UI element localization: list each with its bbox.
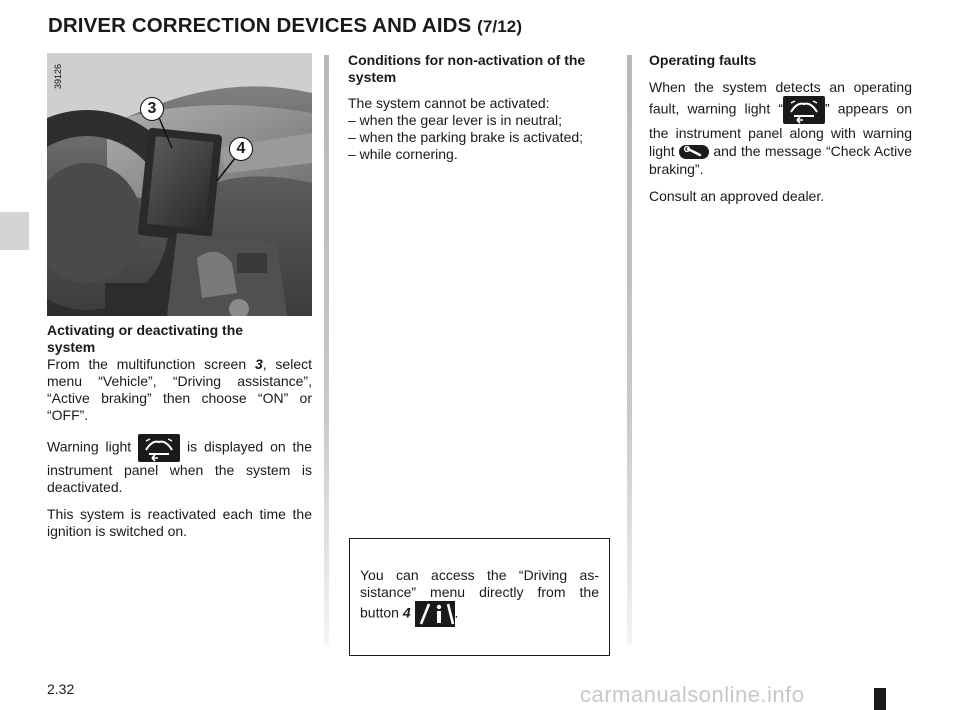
faults-text-a: When the system detects an operating fault, warning light “ <box>649 79 912 117</box>
faults-heading: Operating faults <box>649 52 757 68</box>
callout-3-label: 3 <box>147 100 157 117</box>
note-box <box>349 538 610 656</box>
button-ref: 4 <box>402 604 411 621</box>
activation-text-b: , select menu “Vehicle”, “Driving assistance”, “Active braking” then choose “ON” or “OFF”. <box>47 356 312 423</box>
conditions-intro: The system cannot be activated: <box>348 95 550 111</box>
active-braking-off-icon <box>783 96 825 124</box>
callout-4 <box>229 137 253 161</box>
condition-item: – when the parking brake is activated; <box>348 129 584 145</box>
page-fraction: (7/12) <box>477 17 523 36</box>
wrench-icon <box>679 145 709 159</box>
section-tab <box>0 212 29 250</box>
faults-text-c: and the message “Check Active braking”. <box>649 143 912 177</box>
photo-code: 39126 <box>53 63 63 89</box>
warning-text-b: is displayed on the instrument panel when the system is deactivated. <box>47 438 313 495</box>
column-divider-2 <box>627 55 632 645</box>
activation-paragraph <box>47 356 312 424</box>
title-text: DRIVER CORRECTION DEVICES AND AIDS <box>48 14 472 37</box>
conditions-heading: Conditions for non-activation of the system <box>348 52 586 85</box>
dealer-paragraph: Consult an approved dealer. <box>649 188 825 204</box>
driving-assistance-button-icon <box>415 601 455 627</box>
right-column <box>649 52 912 205</box>
middle-column <box>348 52 610 163</box>
watermark: carmanualsonline.info <box>580 682 805 707</box>
column-divider-1 <box>324 55 329 645</box>
page-title <box>48 14 522 38</box>
condition-item: – when the gear lever is in neutral; <box>348 112 563 128</box>
dashboard-photo <box>47 53 312 316</box>
faults-paragraph <box>649 78 912 178</box>
callout-3 <box>140 97 164 121</box>
left-column <box>47 322 312 540</box>
note-text-a: You can access the “Driving as-sistance” menu directly from the button <box>360 567 599 621</box>
activation-heading: Activating or deactivating the system <box>47 322 244 355</box>
page-number: 2.32 <box>47 681 75 697</box>
active-braking-off-icon <box>138 434 180 462</box>
screen-ref: 3 <box>254 356 263 372</box>
callout-4-label: 4 <box>236 140 246 157</box>
warning-text-a: Warning light <box>47 438 139 455</box>
warning-paragraph <box>47 434 312 496</box>
activation-text-a: From the multifunction screen <box>47 356 255 372</box>
faults-text-b: ” appears on the instrument panel along with warning light <box>649 100 912 159</box>
note-text-b: . <box>454 604 459 621</box>
corner-mark <box>874 688 886 710</box>
condition-item: – while cornering. <box>348 146 458 162</box>
reactivation-paragraph: This system is reactivated each time the ignition is switched on. <box>47 506 312 539</box>
